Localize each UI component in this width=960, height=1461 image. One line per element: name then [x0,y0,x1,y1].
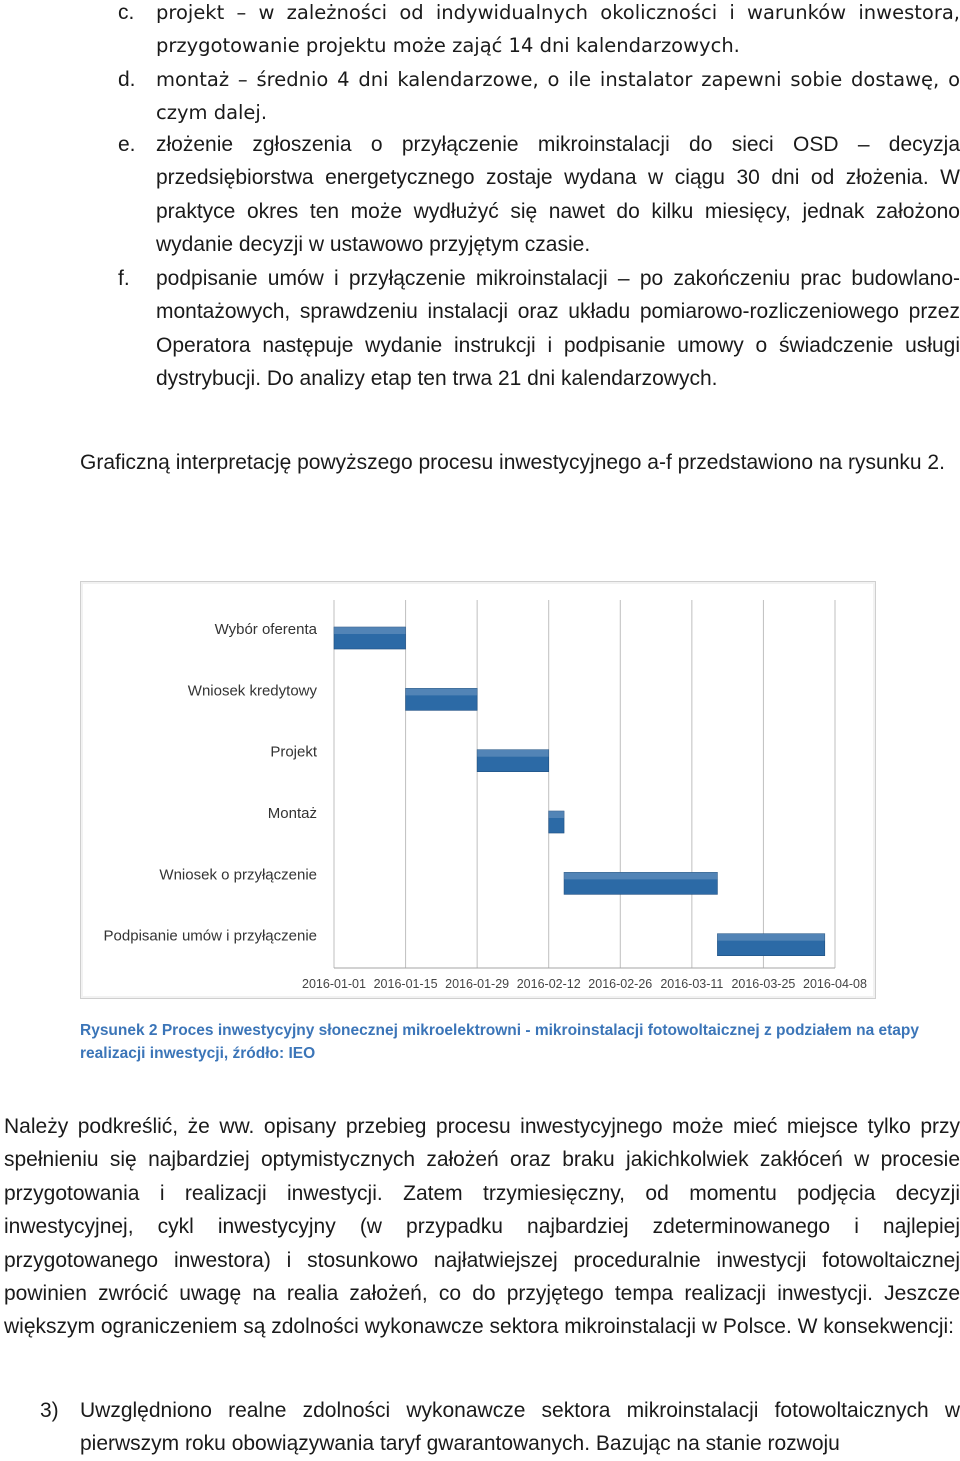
list-letter: c. [118,1,135,24]
list-item-f [118,262,960,396]
x-tick-label: 2016-03-25 [731,977,796,991]
gantt-bar-highlight [564,872,717,879]
x-tick-label: 2016-03-11 [660,977,724,991]
list-item-text: montaż – średnio 4 dni kalendarzowe, o ile instalator zapewni sobie dostawę, o czym dalej. [156,68,960,125]
list-letter: d. [118,68,136,91]
category-label: Wniosek o przyłączenie [159,866,317,884]
gantt-chart-svg [81,582,875,998]
x-tick-label: 2016-02-26 [588,977,653,991]
x-tick-label: 2016-01-01 [302,977,366,991]
list-item-c [118,0,960,63]
category-label: Podpisanie umów i przyłączenie [103,927,317,945]
category-label: Montaż [267,805,317,823]
item-text: Uwzględniono realne zdolności wykonawcze sektora mikroinstalacji fotowoltaicznych w pierwszym roku obowiązywania taryf gwarantowanych. Bazując na stanie rozwoju [80,1399,960,1456]
list-letter: e. [118,133,136,156]
list-item-d [118,63,960,130]
summary-paragraph: Graficzną interpretację powyższego procesu inwestycyjnego a-f przedstawiono na rysunku 2. [80,451,945,474]
gantt-bar-highlight [477,750,549,757]
category-label: Wniosek kredytowy [187,682,317,700]
x-tick-label: 2016-02-12 [516,977,581,991]
gantt-bar-highlight [717,934,824,941]
list-item-text: złożenie zgłoszenia o przyłączenie mikroinstalacji do sieci OSD – decyzja przedsiębiorstwa energetycznego zostaje wydana w ciągu 30 dni od złożenia. W praktyce okres ten może wydłużyć się nawet do kilku miesięcy, jednak założono wydanie decyzji w ustawowo przyjętym czasie. [156,133,960,257]
list-item-text: podpisanie umów i przyłączenie mikroinstalacji – po zakończeniu prac budowlano-montażowych, sprawdzeniu instalacji oraz układu pomiarowo-rozliczeniowego przez Operatora następuje wydanie instrukcji i podpisanie umowy o świadczenie usługi dystrybucji. Do analizy etap ten trwa 21 dni kalendarzowych. [156,267,960,391]
numbered-item [40,1394,960,1461]
item-number: 3) [40,1399,59,1422]
x-tick-label: 2016-04-08 [803,977,867,991]
main-paragraph: Należy podkreślić, że ww. opisany przebieg procesu inwestycyjnego może mieć miejsce tylko przy spełnieniu się najbardziej optymistycznych założeń oraz braku jakichkolwiek zakłóceń w procesie przygotowania i realizacji inwestycji. Zatem trzymiesięczny, od momentu podjęcia decyzji inwestycyjnej, cykl inwestycyjny (w przypadku najbardziej zdeterminowanego i najlepiej przygotowanego inwestora) i stosunkowo najłatwiejszej proceduralnie inwestycji fotowoltaicznej powinien zwrócić uwagę na realia założeń, co do przyjętego tempa realizacji inwestycji. Jeszcze większym ograniczeniem są zdolności wykonawcze sektora mikroinstalacji w Polsce. W konsekwencji: [4,1115,960,1339]
gantt-bar-highlight [406,688,478,695]
list-item-text: projekt – w zależności od indywidualnych okoliczności i warunków inwestora, przygotowanie projektu może zająć 14 dni kalendarzowych. [156,1,960,58]
x-tick-label: 2016-01-15 [373,977,438,991]
list-item-e [118,128,960,262]
gantt-chart [80,581,876,999]
x-tick-label: 2016-01-29 [445,977,510,991]
gantt-bar-highlight [334,627,406,634]
category-label: Projekt [270,743,317,761]
figure-caption: Rysunek 2 Proces inwestycyjny słonecznej mikroelektrowni - mikroinstalacji fotowoltaicznej z podziałem na etapy realizacji inwestycji, źródło: IEO [80,1022,919,1062]
list-letter: f. [118,267,130,290]
gantt-bar-highlight [549,811,564,818]
category-label: Wybór oferenta [214,621,317,639]
